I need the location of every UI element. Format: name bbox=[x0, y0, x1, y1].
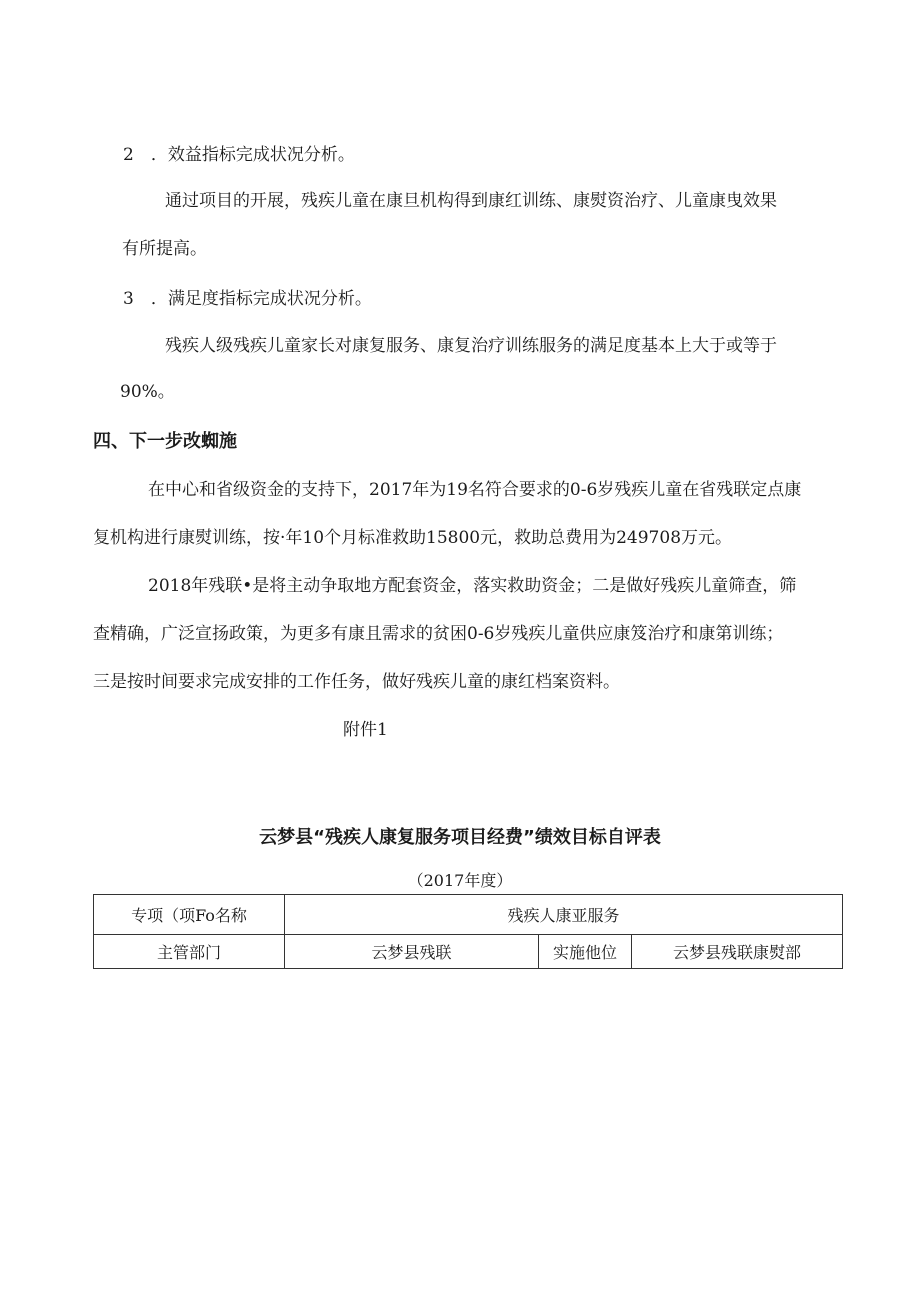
paragraph-2-line-1: 2018年残联•是将主动争取地方配套资金，落实救助资金；二是做好残疾儿童筛查，筛 bbox=[148, 576, 797, 596]
attachment-label: 附件1 bbox=[343, 720, 388, 740]
project-name-value: 残疾人康亚服务 bbox=[285, 895, 843, 935]
implementing-unit-value: 云梦县残联康熨部 bbox=[632, 935, 843, 969]
paragraph-2-line-3: 三是按时间要求完成安排的工作任务，做好残疾儿童的康红档案资料。 bbox=[93, 672, 620, 692]
project-name-label: 专项（项Fo名称 bbox=[94, 895, 285, 935]
item-2-body-line-1: 通过项目的开展，残疾儿童在康旦机构得到康红训练、康熨资治疗、儿童康曳效果 bbox=[165, 191, 777, 211]
department-value: 云梦县残联 bbox=[285, 935, 539, 969]
form-title: 云梦县“残疾人康复服务项目经费”绩效目标自评表 bbox=[259, 827, 661, 848]
table-row bbox=[94, 935, 843, 969]
form-year: （2017年度） bbox=[407, 871, 513, 890]
paragraph-1-line-2: 复机构进行康熨训练，按·年10个月标准救助15800元，救助总费用为249708万元。 bbox=[93, 528, 733, 548]
paragraph-1-line-1: 在中心和省级资金的支持下，2017年为19名符合要求的0-6岁残疾儿童在省残联定点康 bbox=[148, 480, 802, 500]
department-label: 主管部门 bbox=[94, 935, 285, 969]
item-2-body-line-2: 有所提高。 bbox=[122, 239, 207, 259]
implementing-unit-label: 实施他位 bbox=[539, 935, 632, 969]
table-row bbox=[94, 895, 843, 935]
project-info-table bbox=[93, 894, 843, 969]
paragraph-2-line-2: 查精确，广泛宣扬政策，为更多有康且需求的贫困0-6岁残疾儿童供应康笈治疗和康第训练； bbox=[93, 624, 784, 644]
item-2-title: 2 ．效益指标完成状况分析。 bbox=[123, 145, 355, 165]
item-3-title: 3 ．满足度指标完成状况分析。 bbox=[123, 289, 372, 309]
item-3-body-line-1: 残疾人级残疾儿童家长对康复服务、康复治疗训练服务的满足度基本上大于或等于 bbox=[165, 336, 777, 356]
section-4-heading: 四、下一步改蜘施 bbox=[93, 431, 237, 452]
item-3-body-line-2: 90%。 bbox=[120, 382, 175, 402]
